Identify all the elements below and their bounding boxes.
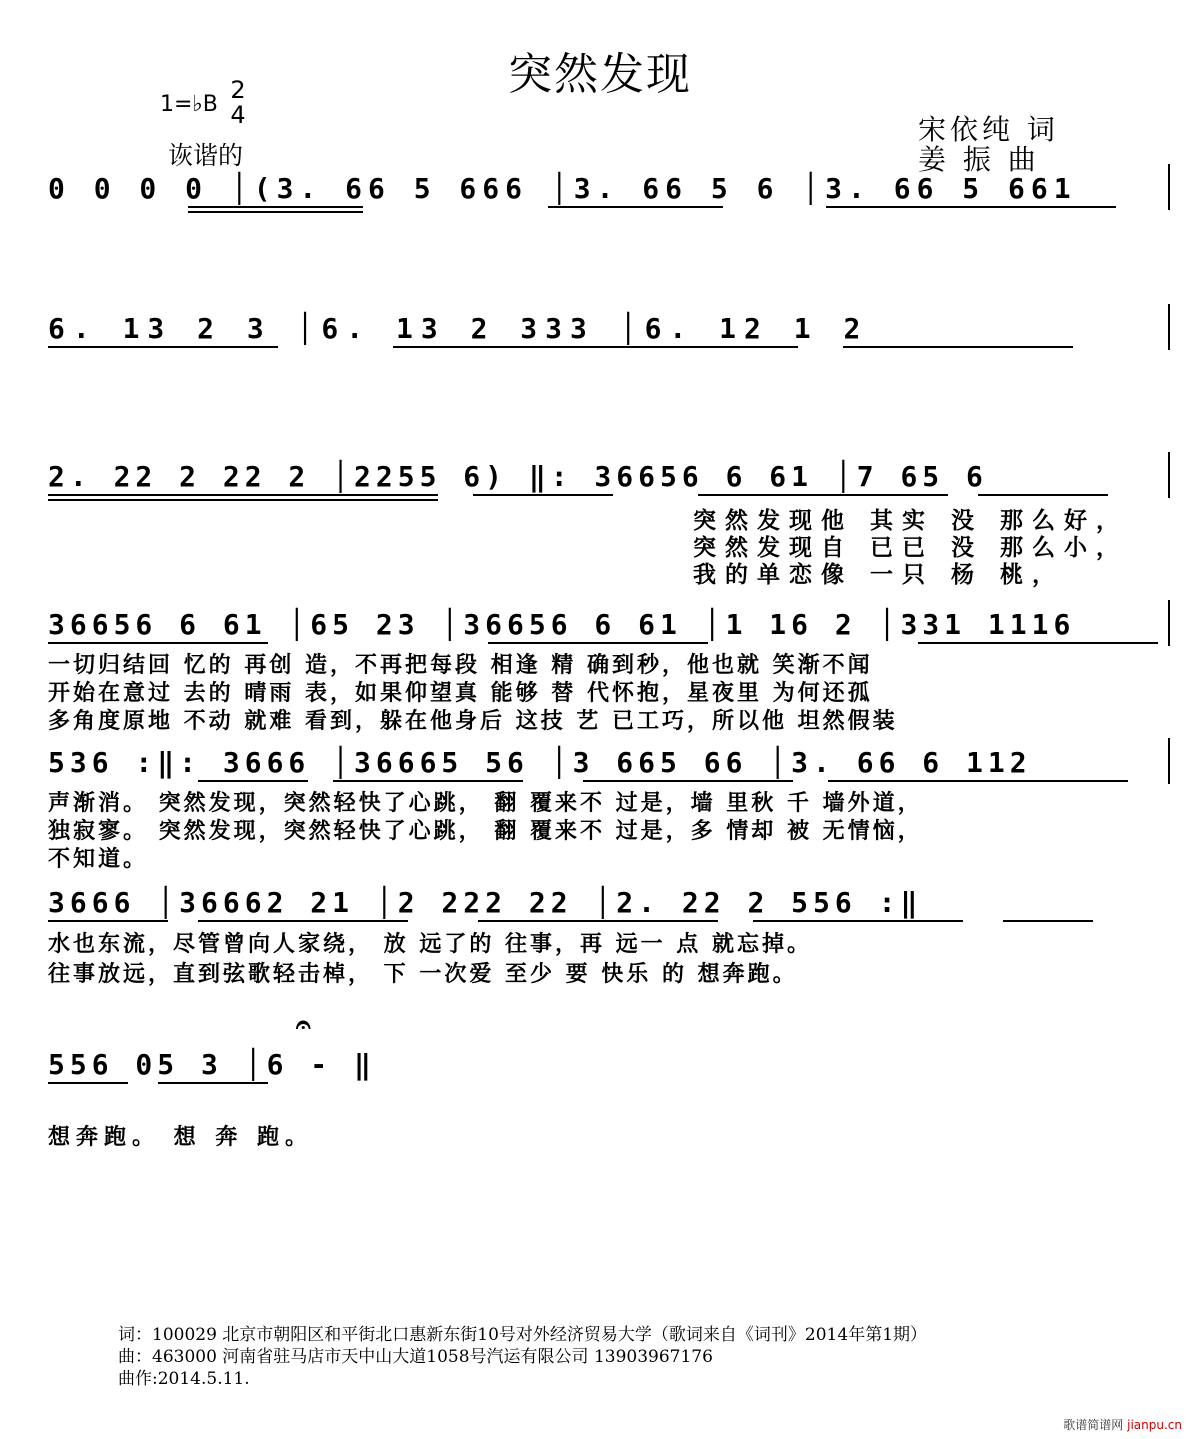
notation-text: 36656 6 61 │65 23 │36656 6 61 │1 16 2 │331 1116: [48, 608, 1076, 641]
beam-line: [978, 494, 1108, 496]
lyric-line: 开始在意过 去的 晴雨 表，如果仰望真 能够 替 代怀抱，星夜里 为何还孤: [48, 681, 873, 706]
lyric-line: 突然发现自 已已 没 那么小，: [693, 535, 1129, 561]
bar-line: [1168, 452, 1170, 498]
beam-line: [826, 206, 1116, 208]
footer-lyricist-address: 词：100029 北京市朝阳区和平街北口惠新东街10号对外经济贸易大学（歌词来自《词刊》2014年第1期）: [118, 1325, 928, 1345]
lyric-line: 独寂寥。 突然发现，突然轻快了心跳， 翻 覆来不 过是，多 情却 被 无情恼，: [48, 819, 923, 844]
beam-line: [698, 494, 948, 496]
bar-line: [1168, 304, 1170, 350]
beam-line: [753, 920, 963, 922]
footer-composition-date: 曲作:2014.5.11.: [118, 1369, 250, 1389]
watermark: [1063, 1416, 1182, 1433]
notation-text: 2. 22 2 22 2 │2255 6) ‖: 36656 6 61 │7 65 6: [48, 460, 988, 493]
beam-line: [198, 920, 408, 922]
beam-line: [198, 780, 308, 782]
time-signature-top: 2: [230, 76, 246, 104]
lyric-line: 水也东流，尽管曾向人家绕， 放 远了的 往事，再 远一 点 就忘掉。: [48, 932, 812, 957]
notation-text: 556 05 3 │6 - ‖: [48, 1048, 376, 1081]
notation-text: 3666 │36662 21 │2 222 22 │2. 22 2 556 :‖: [48, 886, 923, 919]
beam-line: [583, 780, 793, 782]
beam-line: [478, 920, 718, 922]
lyric-line: 突然发现他 其实 没 那么好，: [693, 508, 1129, 534]
beam-line: [393, 346, 798, 348]
lyric-line: 想奔跑。 想 奔 跑。: [48, 1125, 313, 1150]
lyric-line: 多角度原地 不动 就难 看到，躲在他身后 这技 艺 已工巧，所以他 坦然假装: [48, 709, 898, 734]
beam-line: [333, 780, 523, 782]
beam-line: [48, 494, 438, 496]
composer-credit: 姜 振 曲: [918, 143, 1040, 176]
lyric-line: 往事放远，直到弦歌轻击棹， 下 一次爱 至少 要 快乐 的 想奔跑。: [48, 962, 798, 987]
lyric-line: 我的单恋像 一只 杨 桃，: [693, 562, 1065, 588]
beam-line: [48, 346, 278, 348]
lyrics-row-5: [48, 790, 923, 874]
key-signature: 1=♭B: [160, 92, 218, 117]
bar-line: [1168, 164, 1170, 210]
watermark-url: jianpu.cn: [1127, 1418, 1182, 1432]
lyric-line: 一切归结回 忆的 再创 造，不再把每段 相逢 精 确到秒，他也就 笑渐不闻: [48, 653, 873, 678]
beam-line: [843, 346, 1073, 348]
beam-line: [158, 1082, 268, 1084]
beam-line: [918, 642, 1158, 644]
time-signature: [228, 78, 248, 128]
lyrics-row-6: [48, 930, 812, 990]
bar-line: [1168, 738, 1170, 784]
lyrics-verse-row-3: [693, 508, 1128, 589]
notation-text: 0 0 0 0 │(3. 66 5 666 │3. 66 5 6 │3. 66 5 661: [48, 172, 1077, 205]
notation-text: 536 :‖: 3666 │36665 56 │3 665 66 │3. 66 6 112: [48, 746, 1032, 779]
lyric-line: 声渐消。 突然发现，突然轻快了心跳， 翻 覆来不 过是，墙 里秋 千 墙外道，: [48, 791, 923, 816]
time-signature-bottom: 4: [230, 101, 246, 129]
beam-line: [488, 642, 708, 644]
beam-line: [48, 920, 168, 922]
lyricist-credit: 宋依纯 词: [918, 113, 1059, 146]
footer-composer-address: 曲：463000 河南省驻马店市天中山大道1058号汽运有限公司 13903967176: [118, 1347, 713, 1367]
fermata-icon: 𝄐: [296, 1010, 313, 1040]
beam-line: [48, 499, 438, 501]
beam-line: [188, 206, 363, 208]
beam-line: [548, 206, 723, 208]
lyric-line: 不知道。: [48, 847, 149, 872]
bar-line: [1168, 600, 1170, 646]
notation-text: 6. 13 2 3 │6. 13 2 333 │6. 12 1 2: [48, 312, 869, 345]
beam-line: [473, 494, 613, 496]
beam-line: [828, 780, 1128, 782]
beam-line: [48, 1082, 128, 1084]
tempo-mood: 诙谐的: [168, 141, 244, 170]
song-title: 突然发现: [508, 49, 692, 100]
beam-line: [48, 642, 268, 644]
beam-line: [1003, 920, 1093, 922]
beam-line: [188, 211, 363, 213]
watermark-site: 歌谱简谱网: [1063, 1418, 1124, 1432]
lyrics-row-4: [48, 652, 898, 736]
lyrics-row-7: [48, 1120, 313, 1151]
